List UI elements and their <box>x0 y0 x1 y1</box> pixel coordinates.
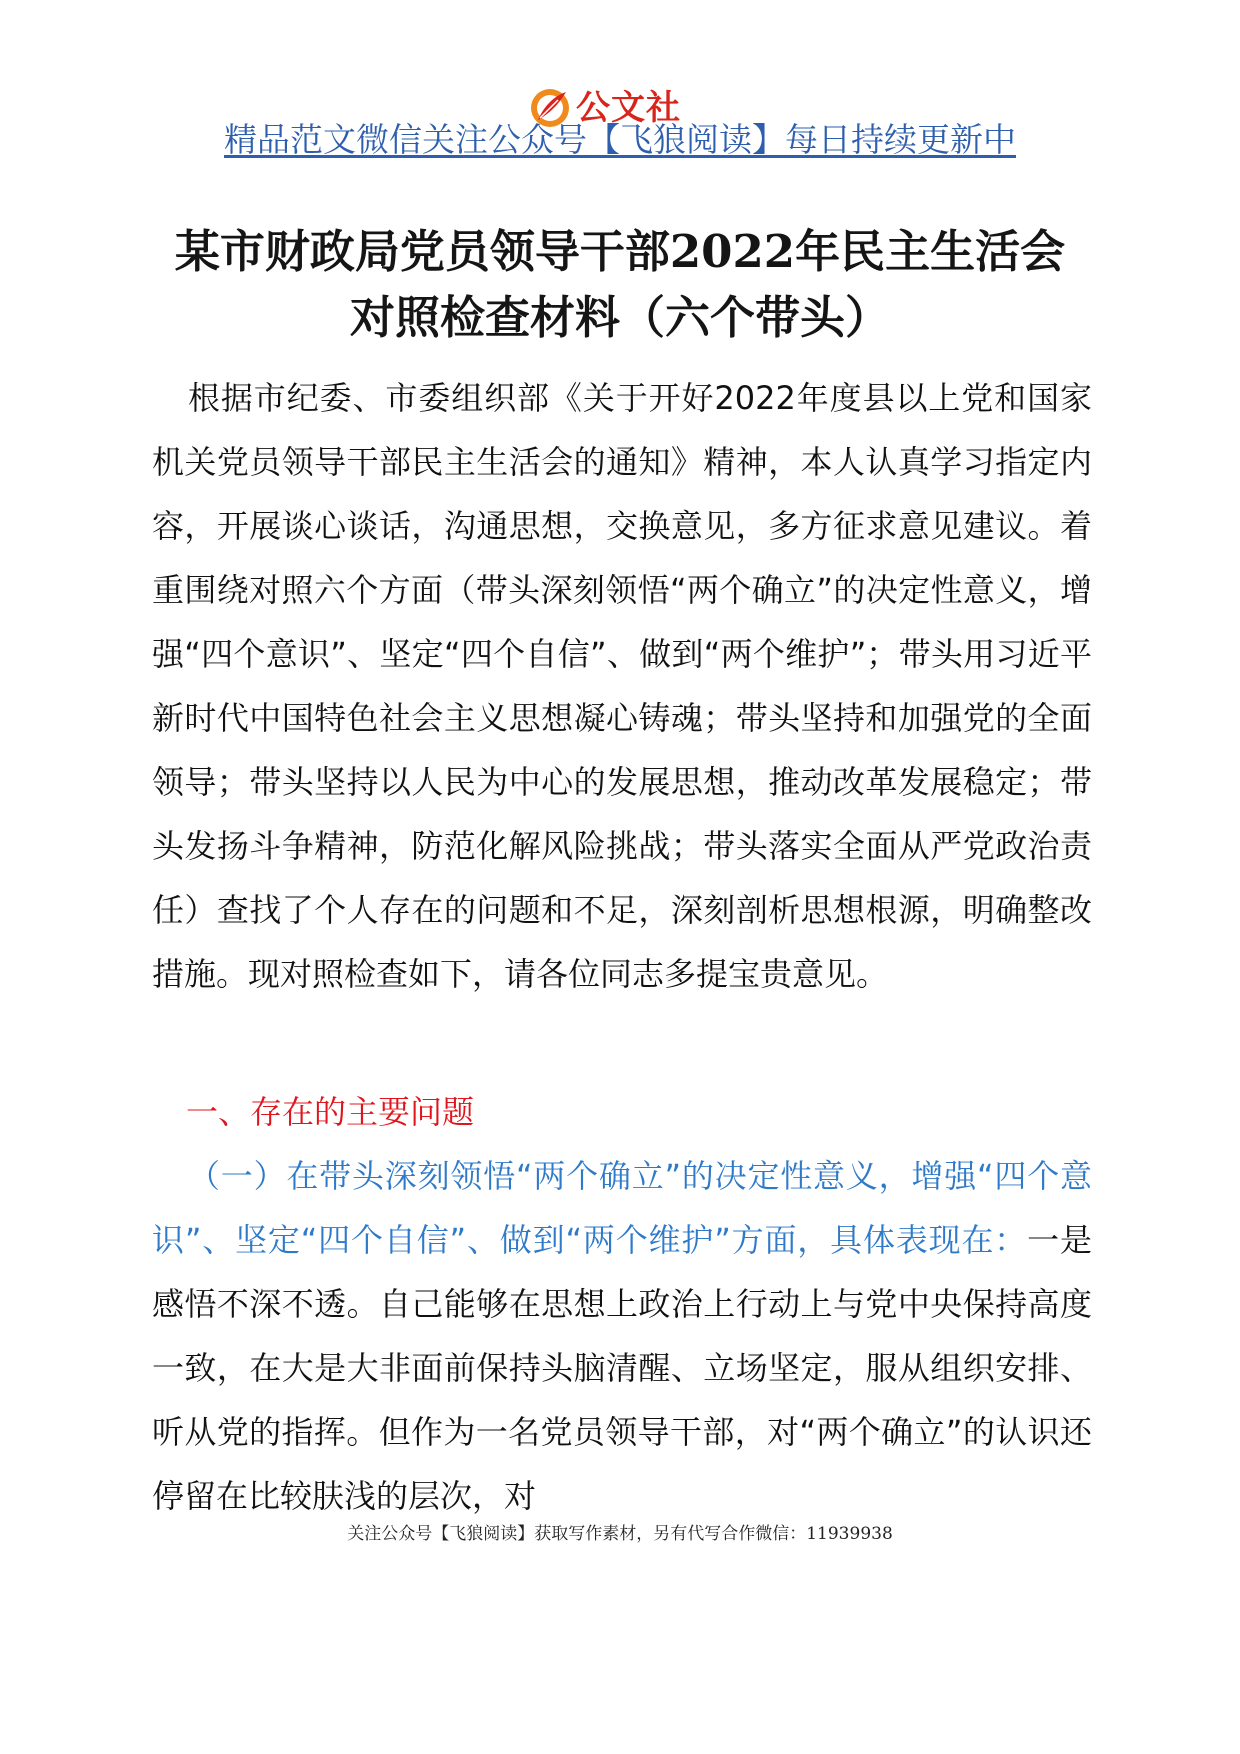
logo-text: 公文社 <box>576 88 681 128</box>
document-title-line1: 某市财政局党员领导干部2022年民主生活会 <box>174 225 1066 278</box>
promo-link[interactable]: 精品范文微信关注公众号【飞狼阅读】每日持续更新中 <box>224 120 1016 159</box>
page-footer: 关注公众号【飞狼阅读】获取写作素材，另有代写合作微信：11939938 <box>347 1524 893 1544</box>
document-title-line2: 对照检查材料（六个带头） <box>349 291 890 344</box>
subsection-body: 一是感悟不深不透。自己能够在思想上政治上行动上与党中央保持高度一致，在大是大非面前保持头脑清醒、立场坚定，服从组织安排、听从党的指挥。但作为一名党员领导干部，对“两个确立”的认识还停留在比较肤浅的层次，对 <box>152 1221 1092 1515</box>
subsection-paragraph <box>152 1144 1092 1528</box>
intro-paragraph: 根据市纪委、市委组织部《关于开好2022年度县以上党和国家机关党员领导干部民主生活会的通知》精神，本人认真学习指定内容，开展谈心谈话，沟通思想，交换意见，多方征求意见建议。着重围绕对照六个方面（带头深刻领悟“两个确立”的决定性意义，增强“四个意识”、坚定“四个自信”、做到“两个维护”；带头用习近平新时代中国特色社会主义思想凝心铸魂；带头坚持和加强党的全面领导；带头坚持以人民为中心的发展思想，推动改革发展稳定；带头发扬斗争精神，防范化解风险挑战；带头落实全面从严党政治责任）查找了个人存在的问题和不足，深刻剖析思想根源，明确整改措施。现对照检查如下，请各位同志多提宝贵意见。 <box>152 379 1092 993</box>
section-heading: 一、存在的主要问题 <box>186 1093 475 1131</box>
subsection-heading: （一）在带头深刻领悟“两个确立”的决定性意义，增强“四个意识”、坚定“四个自信”、做到“两个维护”方面，具体表现在： <box>152 1157 1092 1259</box>
